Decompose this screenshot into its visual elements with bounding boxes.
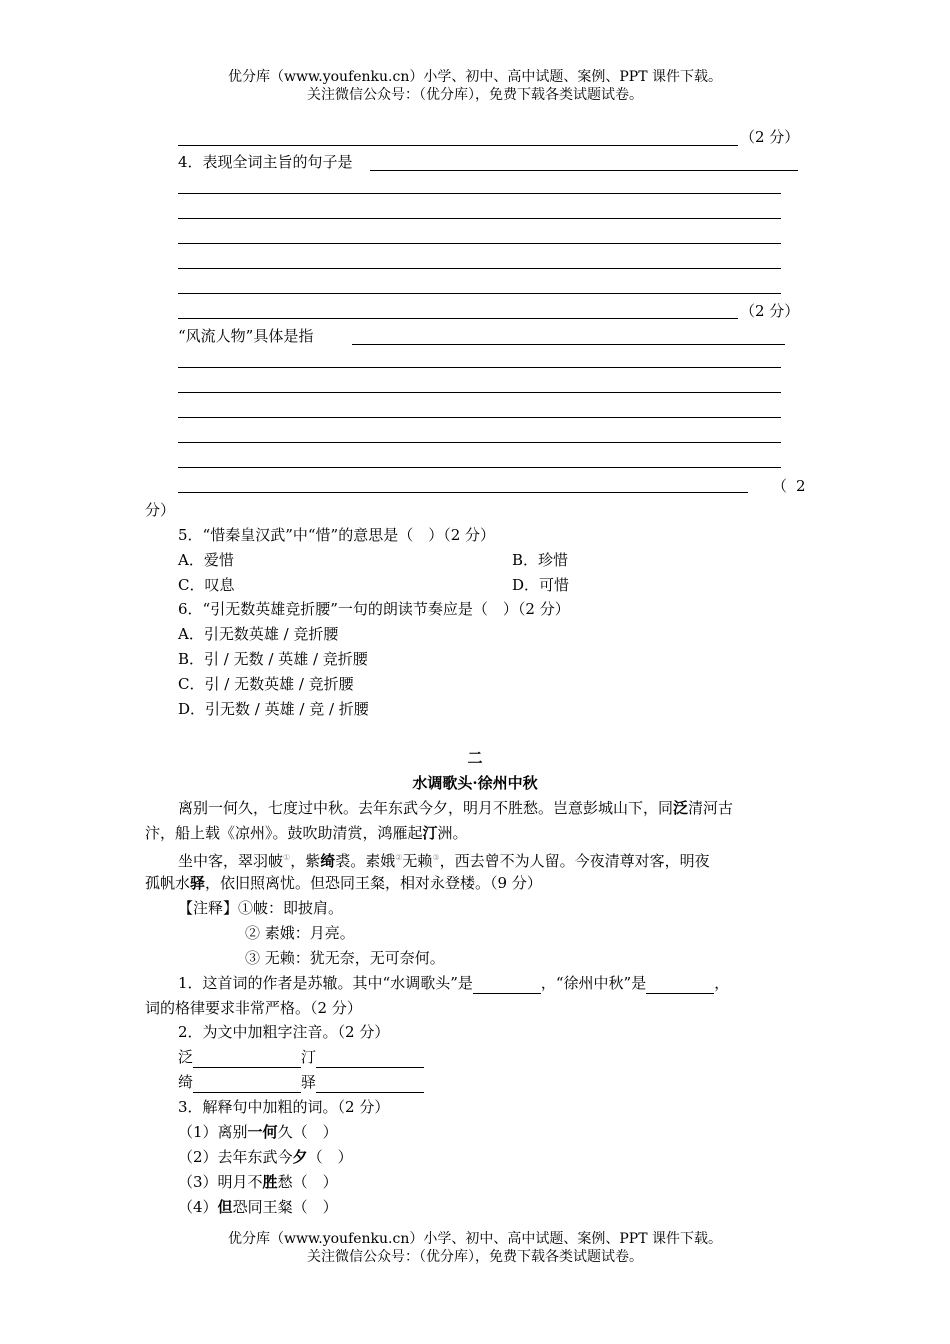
pinyin-blank[interactable] [193, 1051, 301, 1068]
poem-text: 坐中客，翠羽帔 [178, 852, 284, 870]
poem-text: ，依旧照离忧。但恐同王粲，相对永登楼。（9 分） [205, 874, 542, 892]
question-5: 5．“惜秦皇汉武”中“惜”的意思是（ ）（2 分） [178, 526, 496, 544]
answer-line [178, 392, 781, 393]
char-label: 泛 [178, 1048, 194, 1066]
bold-char: 泛 [673, 799, 689, 817]
q6-option-d: D．引无数 / 英雄 / 竞 / 折腰 [178, 700, 369, 718]
poem-text: ，西去曾不为人留。今夜清尊对客，明夜 [439, 852, 710, 870]
poem-text: 清河古 [688, 799, 734, 817]
pinyin-row [178, 1046, 424, 1068]
poem-text: 裘。素娥 [335, 852, 396, 870]
q5-option-d: D．可惜 [512, 576, 570, 594]
char-label: 绮 [178, 1073, 194, 1091]
question-text: 1．这首词的作者是苏辙。其中“水调歌头”是 [178, 974, 473, 992]
q6-option-c: C．引 / 无数英雄 / 竞折腰 [178, 675, 354, 693]
poem-text: 汴，船上载《凉州》。鼓吹助清赏，鸿雁起 [145, 824, 423, 842]
question-3: 3．解释句中加粗的词。（2 分） [178, 1098, 390, 1116]
pinyin-blank[interactable] [316, 1051, 424, 1068]
item-text: （ ） [307, 1148, 353, 1166]
poem-text: 洲。 [437, 824, 468, 842]
header-line-2: 关注微信公众号：（优分库），免费下载各类试题试卷。 [307, 87, 643, 103]
answer-line [178, 145, 738, 146]
poem-line [178, 797, 733, 819]
note-marker: ③ [432, 853, 440, 862]
item-text: （1）离别 [178, 1123, 248, 1141]
pinyin-blank[interactable] [193, 1076, 301, 1093]
section-number: 二 [467, 749, 483, 767]
q6-option-b: B．引 / 无数 / 英雄 / 竞折腰 [178, 650, 368, 668]
answer-line [178, 268, 781, 269]
question-text: ， [714, 974, 730, 992]
q5-option-a: A．爱惜 [178, 551, 234, 569]
note-marker: ① [283, 853, 291, 862]
bold-word: 夕 [292, 1148, 308, 1166]
bold-char: 汀 [422, 824, 438, 842]
question-1 [178, 972, 729, 994]
answer-line [178, 293, 781, 294]
poem-text: 无赖 [402, 852, 433, 870]
item-text: 恐同王粲（ ） [232, 1198, 338, 1216]
answer-line [178, 367, 781, 368]
item-text: （3）明月不 [178, 1173, 263, 1191]
answer-line [178, 417, 781, 418]
question-4-label: 4．表现全词主旨的句子是 [178, 153, 353, 171]
poem-text: ，紫 [290, 852, 321, 870]
bold-char: 绮 [320, 852, 336, 870]
fengliu-question: “风流人物”具体是指 [178, 327, 314, 345]
answer-line [178, 218, 781, 219]
pinyin-blank[interactable] [316, 1076, 424, 1093]
q6-option-a: A．引无数英雄 / 竞折腰 [178, 625, 339, 643]
item-text: （4） [178, 1198, 218, 1216]
question-2: 2．为文中加粗字注音。（2 分） [178, 1023, 390, 1041]
note-marker: ② [395, 853, 403, 862]
answer-line [178, 492, 748, 493]
char-label: 汀 [301, 1048, 317, 1066]
item-text: 久（ ） [277, 1123, 338, 1141]
answer-line [178, 193, 781, 194]
item-text: （2）去年东武今 [178, 1148, 293, 1166]
bold-word: 胜 [262, 1173, 278, 1191]
bold-word: 但 [217, 1198, 233, 1216]
answer-line [178, 318, 738, 319]
answer-line [178, 467, 781, 468]
poem-text: 离别一何久，七度过中秋。去年东武今夕，明月不胜愁。岂意彭城山下，同 [178, 799, 674, 817]
fill-blank[interactable] [473, 977, 541, 994]
score-open: （ [772, 477, 788, 495]
poem-text: 孤帆水 [145, 874, 191, 892]
question-4 [178, 151, 353, 173]
note-1: 【注释】①帔：即披肩。 [178, 899, 344, 917]
q3-item [178, 1146, 353, 1168]
question-1-continued: 词的格律要求非常严格。（2 分） [145, 999, 362, 1017]
poem-title: 水调歌头·徐州中秋 [412, 774, 538, 792]
footer-line-1: 优分库（www.youfenku.cn）小学、初中、高中试题、案例、PPT 课件下载。 [227, 1231, 722, 1247]
char-label: 驿 [301, 1073, 317, 1091]
poem-line [145, 822, 468, 844]
score-label: （2 分） [740, 128, 800, 146]
fill-blank[interactable] [646, 977, 714, 994]
item-text: 愁（ ） [277, 1173, 338, 1191]
note-3: ③ 无赖：犹无奈，无可奈何。 [245, 949, 445, 967]
answer-line [352, 344, 785, 345]
poem-line [145, 872, 542, 894]
q3-item [178, 1121, 338, 1143]
q5-option-c: C．叹息 [178, 576, 235, 594]
answer-line [178, 243, 781, 244]
header-line-1: 优分库（www.youfenku.cn）小学、初中、高中试题、案例、PPT 课件下载。 [227, 69, 722, 85]
bold-char: 驿 [190, 874, 206, 892]
footer-line-2: 关注微信公众号：（优分库），免费下载各类试题试卷。 [307, 1249, 643, 1265]
answer-line [370, 170, 798, 171]
note-2: ② 素娥：月亮。 [245, 924, 355, 942]
question-text: ，“徐州中秋”是 [540, 974, 647, 992]
question-6: 6．“引无数英雄竞折腰”一句的朗读节奏应是（ ）（2 分） [178, 600, 570, 618]
answer-line [178, 442, 781, 443]
pinyin-row [178, 1071, 424, 1093]
score-label: （2 分） [740, 302, 800, 320]
score-number: 2 [796, 477, 806, 495]
score-tail: 分） [145, 501, 176, 519]
q5-option-b: B．珍惜 [512, 551, 569, 569]
q3-item [178, 1171, 338, 1193]
bold-word: 一何 [247, 1123, 278, 1141]
poem-line [178, 847, 710, 872]
q3-item [178, 1196, 338, 1218]
